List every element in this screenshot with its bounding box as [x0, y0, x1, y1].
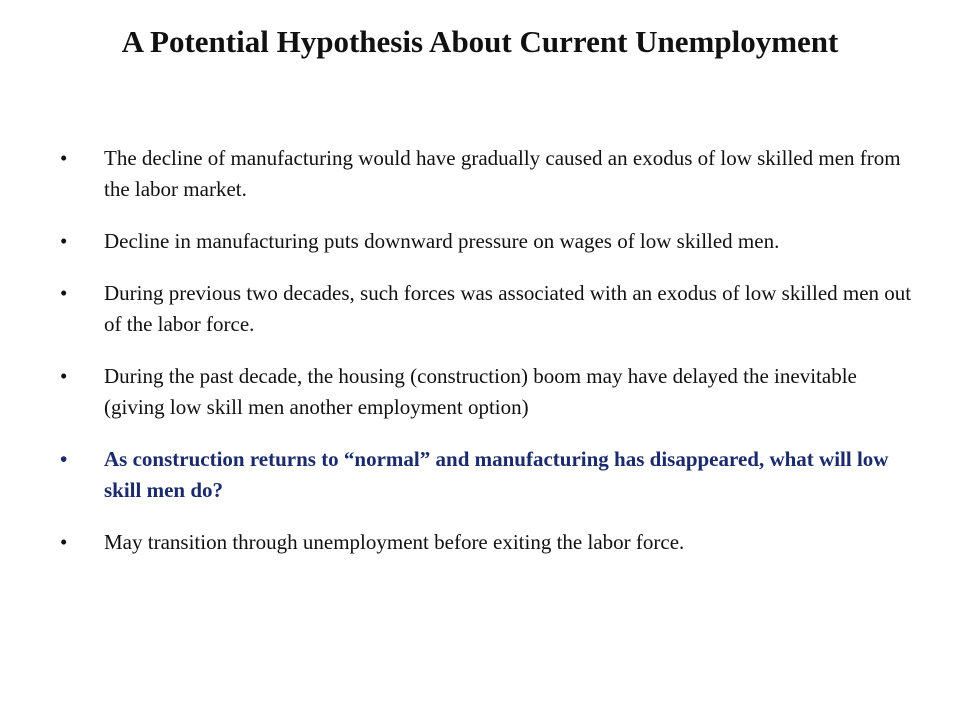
- bullet-list: [60, 143, 920, 579]
- bullet-text: As construction returns to “normal” and manufacturing has disappeared, what will low skill men do?: [104, 447, 889, 502]
- bullet-text: During previous two decades, such forces was associated with an exodus of low skilled men out of the labor force.: [104, 281, 912, 336]
- bullet-marker: •: [60, 447, 68, 471]
- bullet-item-2: [60, 226, 920, 257]
- bullet-marker: •: [60, 281, 68, 305]
- bullet-item-1: [60, 143, 920, 205]
- bullet-text: Decline in manufacturing puts downward pressure on wages of low skilled men.: [104, 229, 780, 253]
- bullet-text: During the past decade, the housing (construction) boom may have delayed the inevitable (giving low skill men another employment option): [104, 364, 857, 419]
- bullet-marker: •: [60, 364, 68, 388]
- slide-title: A Potential Hypothesis About Current Unemployment: [121, 24, 839, 59]
- bullet-text: May transition through unemployment before exiting the labor force.: [104, 530, 685, 554]
- bullet-item-4: [60, 361, 920, 423]
- bullet-text: The decline of manufacturing would have gradually caused an exodus of low skilled men from the labor market.: [104, 146, 901, 201]
- bullet-marker: •: [60, 146, 68, 170]
- bullet-marker: •: [60, 229, 68, 253]
- bullet-marker: •: [60, 530, 68, 554]
- bullet-item-5: [60, 444, 920, 506]
- bullet-item-3: [60, 278, 920, 340]
- bullet-item-6: [60, 527, 920, 558]
